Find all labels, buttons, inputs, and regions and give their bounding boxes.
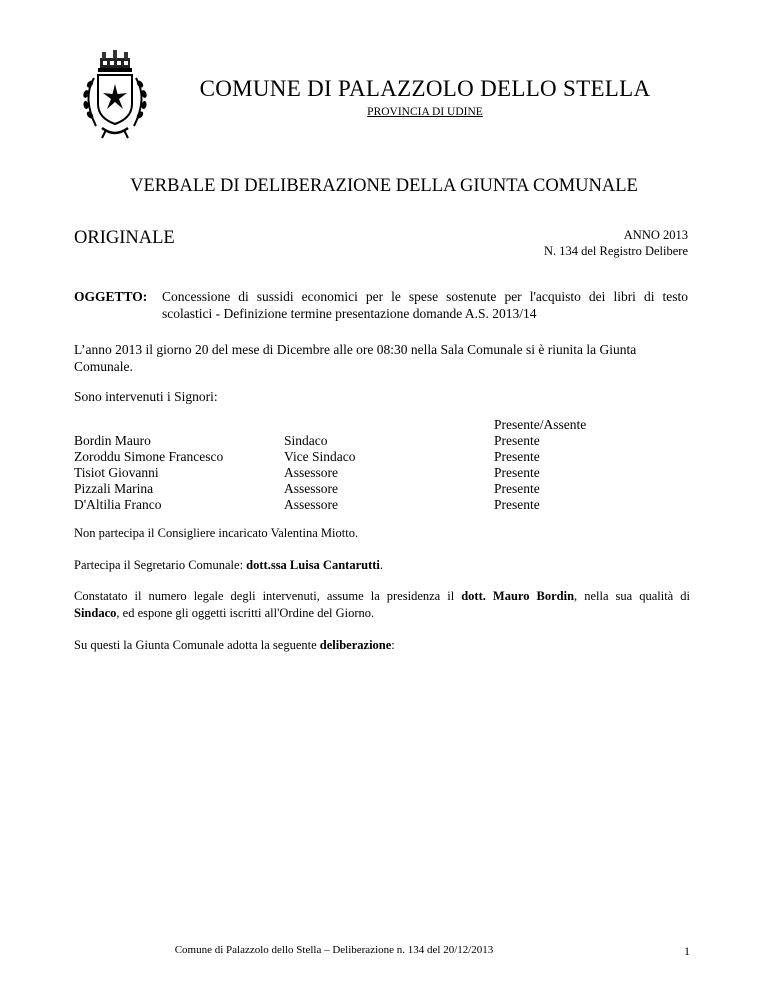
member-status: Presente [494, 433, 540, 448]
year-label: ANNO 2013 [623, 228, 688, 242]
presidency-paragraph [74, 588, 690, 622]
attendance-row [74, 449, 540, 465]
member-name: Pizzali Marina [74, 481, 154, 496]
member-role: Sindaco [284, 433, 328, 448]
subject-label: OGGETTO: [74, 289, 148, 304]
subject-text-line2: scolastici - Definizione termine presentazione domande A.S. 2013/14 [162, 306, 537, 321]
presidency-suffix: , ed espone gli oggetti iscritti all'Ordine del Giorno. [116, 606, 375, 620]
secretary-prefix: Partecipa il Segretario Comunale: [74, 558, 247, 572]
member-status: Presente [494, 481, 540, 496]
secretary-paragraph [74, 557, 690, 574]
page-number: 1 [684, 944, 690, 958]
member-name: D'Altilia Franco [74, 497, 162, 512]
attendance-row [74, 481, 540, 497]
member-name: Tisiot Giovanni [74, 465, 159, 480]
subject-text-line1: Concessione di sussidi economici per le spese sostenute per l'acquisto dei libri di testo [162, 289, 688, 304]
member-name: Zoroddu Simone Francesco [74, 449, 224, 464]
member-role: Vice Sindaco [284, 449, 356, 464]
presidency-middle: , nella sua qualità di [574, 589, 690, 603]
member-status: Presente [494, 465, 540, 480]
municipality-title: COMUNE DI PALAZZOLO DELLO STELLA [199, 76, 651, 101]
attendance-row [74, 465, 540, 481]
deliberation-suffix: : [391, 638, 395, 652]
meeting-intro-paragraph: L’anno 2013 il giorno 20 del mese di Dicembre alle ore 08:30 nella Sala Comunale si è riunita la Giunta Comunale. [74, 342, 637, 374]
register-number: N. 134 del Registro Delibere [543, 244, 688, 258]
attendance-row [74, 433, 540, 449]
member-role: Assessore [284, 497, 338, 512]
attendance-table [74, 433, 540, 513]
municipal-crest-icon [72, 48, 158, 140]
deliberation-keyword: deliberazione [319, 638, 392, 652]
deliberation-intro [74, 637, 690, 654]
page-footer: Comune di Palazzolo dello Stella – Deliberazione n. 134 del 20/12/2013 [174, 944, 494, 956]
member-status: Presente [494, 497, 540, 512]
copy-type-label: ORIGINALE [74, 228, 175, 248]
president-role: Sindaco [74, 606, 117, 620]
attendance-status-header: Presente/Assente [494, 417, 587, 432]
member-role: Assessore [284, 481, 338, 496]
secretary-suffix: . [379, 558, 383, 572]
member-name: Bordin Mauro [74, 433, 151, 448]
deliberation-prefix: Su questi la Giunta Comunale adotta la seguente [74, 638, 320, 652]
absent-councillor-note: Non partecipa il Consigliere incaricato Valentina Miotto. [74, 526, 359, 540]
member-role: Assessore [284, 465, 338, 480]
presidency-prefix: Constatato il numero legale degli intervenuti, assume la presidenza il [74, 589, 462, 603]
presidency-line1 [74, 588, 690, 605]
member-status: Presente [494, 449, 540, 464]
document-type-heading: VERBALE DI DELIBERAZIONE DELLA GIUNTA COMUNALE [130, 176, 638, 196]
secretary-name: dott.ssa Luisa Cantarutti [246, 558, 380, 572]
province-subtitle: PROVINCIA DI UDINE [367, 106, 483, 118]
attendance-row [74, 497, 540, 513]
attendees-intro: Sono intervenuti i Signori: [74, 389, 218, 404]
president-name: dott. Mauro Bordin [461, 589, 575, 603]
